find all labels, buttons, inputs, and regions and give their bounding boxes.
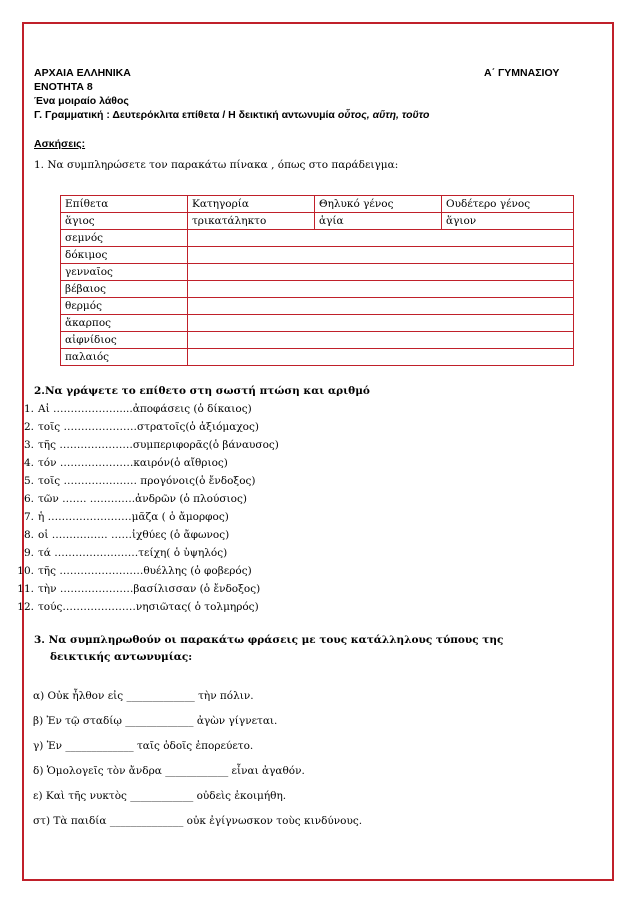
column-header: Επίθετα [61,196,188,213]
list-item: 5. τοῖς ………………… προγόνοις(ὁ ἔνδοξος) [23,475,256,487]
table-row [61,298,574,315]
column-header: Κατηγορία [188,196,315,213]
phrase-item: δ) Ὁμολογεῖς τὸν ἄνδρα ____________ εἶναι ἀγαθόν. [33,765,305,777]
list-item: 11. τὴν …………………βασίλισσαν (ὁ ἔνδοξος) [17,583,261,595]
table-row [61,247,574,264]
exercises-title: Ασκήσεις: [34,138,86,150]
list-item: 10. τῆς ……………………θυέλλης (ὁ φοβερός) [17,565,252,577]
grammar-pronouns: οὗτος, αὕτη, τοῦτο [337,109,430,121]
phrase-item: στ) Τὰ παιδία ______________ οὐκ ἐγίγνωσκον τοὺς κινδύνους. [33,815,363,827]
table-row [61,281,574,298]
table-cell: γενναῖος [61,264,188,281]
exercise-2-instruction: 2.Να γράψετε το επίθετο στη σωστή πτώση και αριθμό [34,385,370,397]
list-item: 7. ἡ ……………………μᾶζα ( ὁ ἄμορφος) [23,511,229,523]
table-cell: ἅγιος [61,213,188,230]
table-cell: τρικατάληκτο [188,213,315,230]
answer-cell[interactable] [188,247,574,264]
answer-cell[interactable] [188,349,574,366]
column-header: Ουδέτερο γένος [442,196,574,213]
answer-cell[interactable] [188,332,574,349]
table-row [61,349,574,366]
answer-cell[interactable] [188,298,574,315]
phrase-item: α) Οὐκ ἦλθον εἰς _____________ τὴν πόλιν. [33,690,254,702]
table-cell: ἄκαρπος [61,315,188,332]
table-row [61,230,574,247]
table-cell: δόκιμος [61,247,188,264]
table-row [61,315,574,332]
list-item: 9. τά ……………………τείχη( ὁ ὑψηλός) [23,547,228,559]
table-row [61,264,574,281]
phrase-item: ε) Καὶ τῆς νυκτὸς ____________ οὐδεὶς ἐκοιμήθη. [33,790,287,802]
table-header-row [61,196,574,213]
list-item: 6. τῶν ……. ………….ἀνδρῶν (ὁ πλούσιος) [23,493,247,505]
table-cell: αἰφνίδιος [61,332,188,349]
table-cell: ἅγιον [442,213,574,230]
answer-cell[interactable] [188,230,574,247]
answer-cell[interactable] [188,264,574,281]
table-cell: παλαιός [61,349,188,366]
table-cell: ἁγία [315,213,442,230]
grammar-prefix: Γ. Γραμματική : Δευτερόκλιτα επίθετα / Η δεικτική αντωνυμία [34,109,338,121]
table-row [61,332,574,349]
column-header: Θηλυκό γένος [315,196,442,213]
grammar-heading [34,108,429,122]
list-item: 4. τόν …………………καιρόν(ὁ αἴθριος) [23,457,228,469]
table-cell: σεμνός [61,230,188,247]
answer-cell[interactable] [188,281,574,298]
lesson-title: Ένα μοιραίο λάθος [34,95,129,107]
list-item: 1. Αἱ ……………….....ἀποφάσεις (ὁ δίκαιος) [23,403,252,415]
exercise-3-instruction: 3. Να συμπληρωθούν οι παρακάτω φράσεις με τους κατάλληλους τύπους της [34,634,504,646]
answer-cell[interactable] [188,315,574,332]
exercise-3-instruction-cont: δεικτικής αντωνυμίας: [50,651,193,663]
grade-heading: Α΄ ΓΥΜΝΑΣΙΟΥ [484,67,560,79]
list-item: 3. τῆς …………………συμπεριφορᾶς(ὁ βάναυσος) [23,439,279,451]
subject-heading: ΑΡΧΑΙΑ ΕΛΛΗΝΙΚΑ [34,67,131,79]
phrase-item: β) Ἐν τῷ σταδίῳ _____________ ἀγὼν γίγνεται. [33,715,278,727]
table-cell: βέβαιος [61,281,188,298]
adjectives-table [60,195,574,366]
exercise-1-instruction: 1. Να συμπληρώσετε τον παρακάτω πίνακα , όπως στο παράδειγμα: [34,159,399,171]
table-cell: θερμός [61,298,188,315]
list-item: 8. οἱ ……………. ……ἰχθύες (ὁ ἄφωνος) [23,529,230,541]
example-row [61,213,574,230]
phrase-item: γ) Ἐν _____________ ταῖς ὁδοῖς ἐπορεύετο. [33,740,254,752]
list-item: 2. τοῖς …………………στρατοῖς(ὁ ἀξιόμαχος) [23,421,259,433]
list-item: 12. τούς…………………νησιῶτας( ὁ τολμηρός) [17,601,259,613]
unit-heading: ΕΝΟΤΗΤΑ 8 [34,81,93,93]
